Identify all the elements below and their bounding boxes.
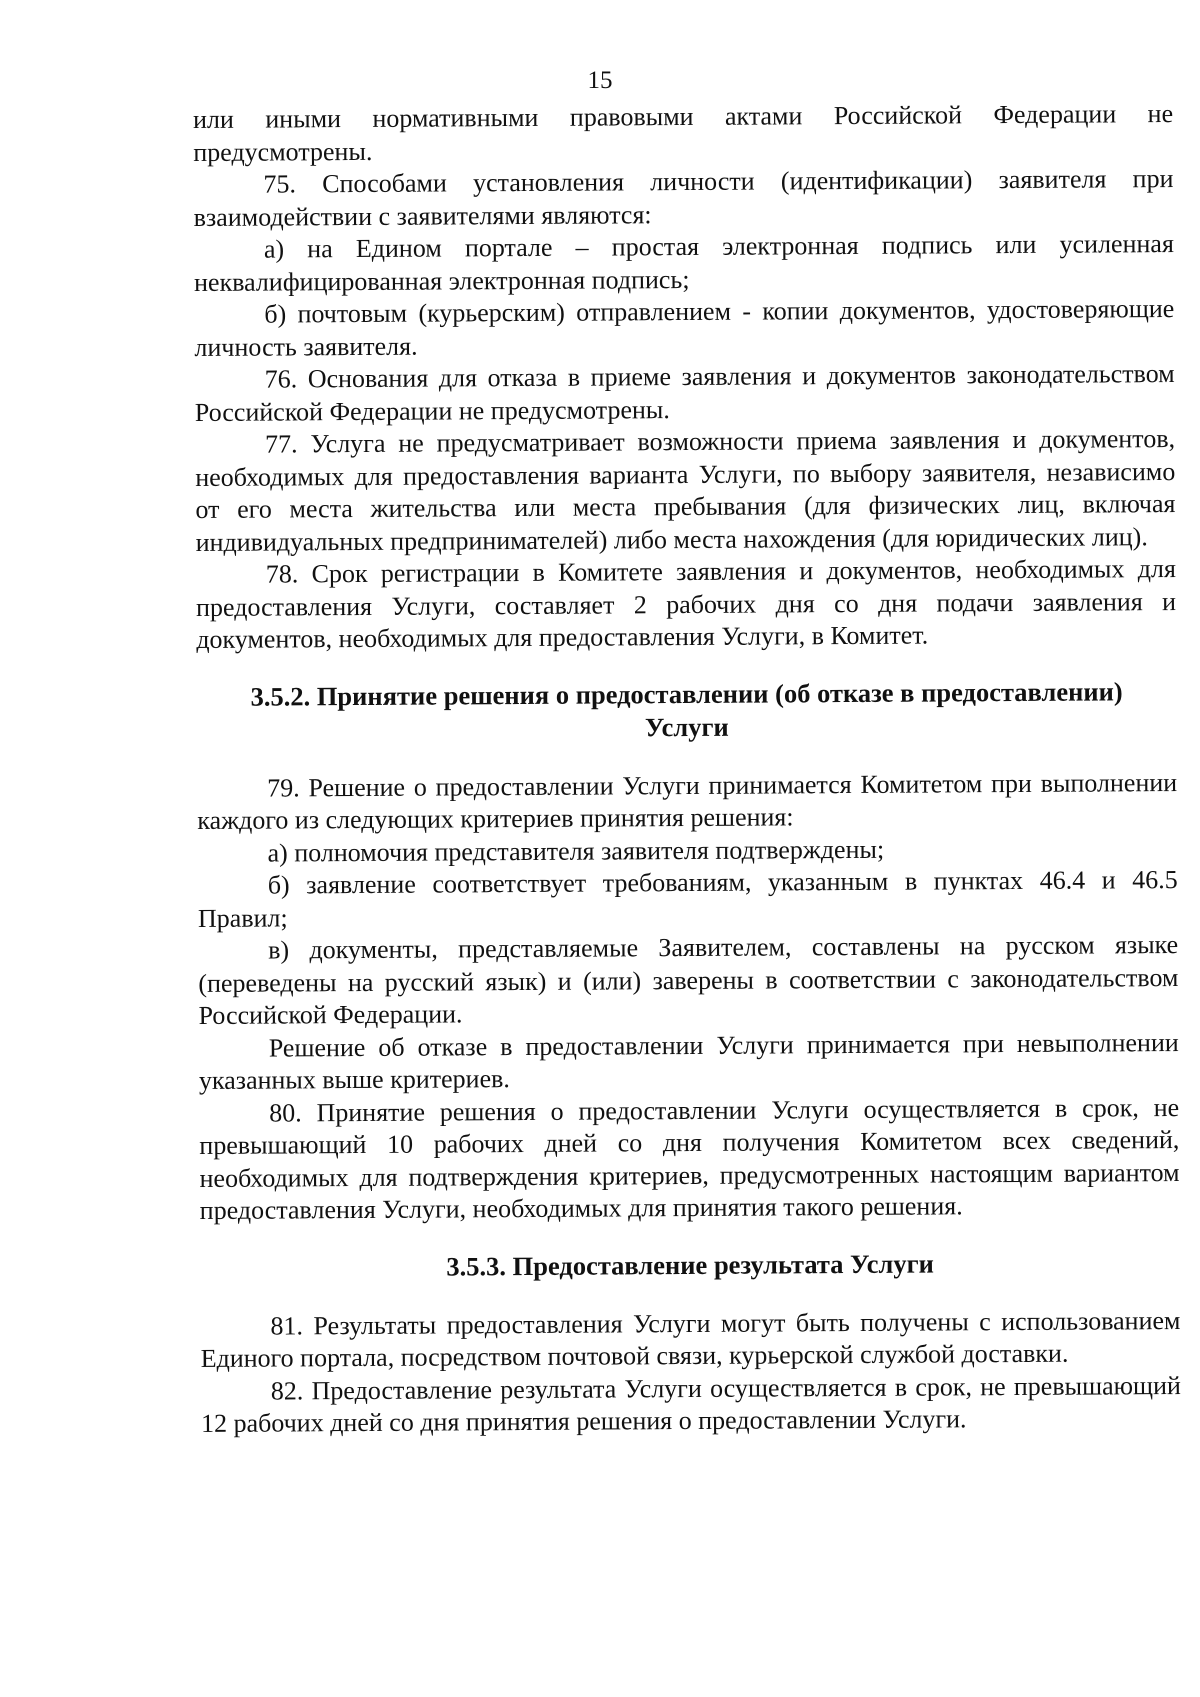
document-body [193,98,1181,1440]
paragraph-79-refusal: Решение об отказе в предоставлении Услуги принимается при невыполнении указанных выше критериев. [198,1027,1179,1095]
section-heading-3-5-2-line-2: Услуги [644,711,729,742]
paragraph-77: 77. Услуга не предусматривает возможности приема заявления и документов, необходимых для предоставления варианта Услуги, по выбору заявителя, независимо от его места жительства или места пребывания (для физических лиц, включая индивидуальных предпринимателей) либо места нахождения (для юридических лиц). [195,424,1176,557]
paragraph-continuation: или иными нормативными правовыми актами Российской Федерации не предусмотрены. [193,99,1174,167]
paragraph-79-v: в) документы, представляемые Заявителем, составлены на русском языке (переведены на русский язык) и (или) заверены в соответствии с законодательством Российской Федерации. [198,929,1179,1030]
section-heading-3-5-2 [197,675,1177,747]
paragraph-76: 76. Основания для отказа в приеме заявления и документов законодательством Российской Федерации не предусмотрены. [194,359,1175,427]
paragraph-75-a: а) на Едином портале – простая электронная подпись или усиленная неквалифицированная электронная подпись; [193,229,1174,297]
paragraph-79-a: а) полномочия представителя заявителя подтверждены; [267,834,885,868]
paragraph-81: 81. Результаты предоставления Услуги могут быть получены с использованием Единого портала, посредством почтовой связи, курьерской службой доставки. [200,1305,1181,1373]
section-heading-3-5-3: 3.5.3. Предоставление результата Услуги [446,1247,934,1281]
page-number: 15 [587,67,613,94]
section-heading-3-5-2-line-1: 3.5.2. Принятие решения о предоставлении (об отказе в предоставлении) [250,675,1123,712]
paragraph-82: 82. Предоставление результата Услуги осуществляется в срок, не превышающий 12 рабочих дней со дня принятия решения о предоставлении Услуги. [200,1370,1181,1438]
paragraph-78: 78. Срок регистрации в Комитете заявления и документов, необходимых для предоставления Услуги, составляет 2 рабочих дня со дня подачи заявления и документов, необходимых для предоставления Услуги, в Комитет. [195,554,1177,654]
paragraph-80: 80. Принятие решения о предоставлении Услуги осуществляется в срок, не превышающий 10 рабочих дней со дня получения Комитетом всех сведений, необходимых для подтверждения критериев, предусмотренных настоящим вариантом предоставления Услуги, необходимых для принятия такого решения. [199,1092,1180,1225]
paragraph-75-b: б) почтовым (курьерским) отправлением - копии документов, удостоверяющие личность заявителя. [194,294,1175,362]
paragraph-79-b: б) заявление соответствует требованиям, указанным в пунктах 46.4 и 46.5 Правил; [197,864,1178,933]
paragraph-79: 79. Решение о предоставлении Услуги принимается Комитетом при выполнении каждого из следующих критериев принятия решения: [197,767,1178,835]
paragraph-75: 75. Способами установления личности (идентификации) заявителя при взаимодействии с заявителями являются: [193,164,1174,232]
